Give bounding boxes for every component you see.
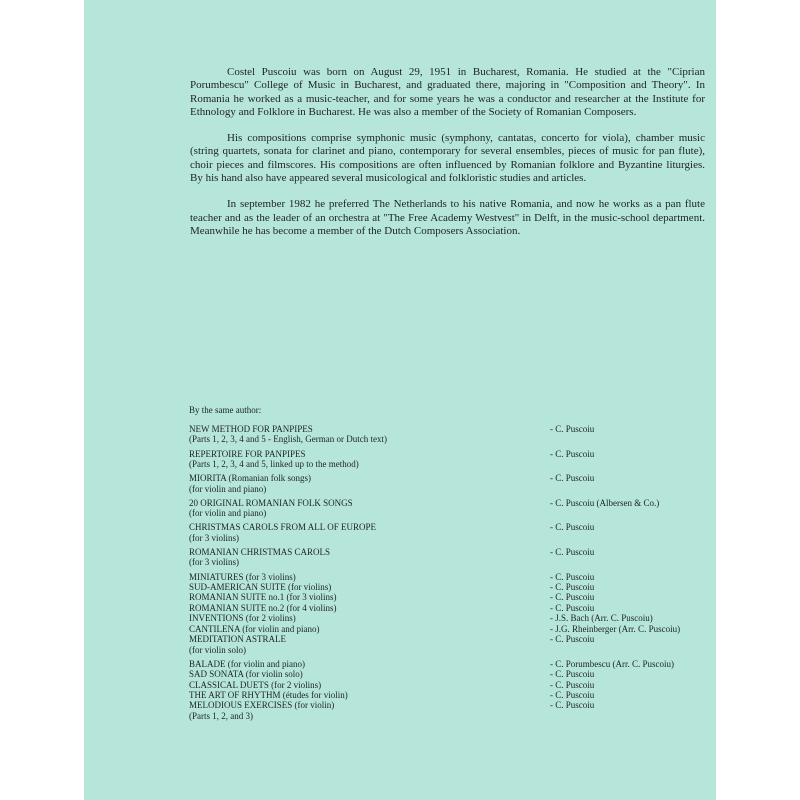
work-author: - C. Puscoiu bbox=[550, 522, 595, 533]
work-title: INVENTIONS (for 2 violins) bbox=[189, 613, 296, 624]
work-item bbox=[189, 522, 709, 543]
work-instrumentation: (for violin solo) bbox=[189, 644, 246, 655]
work-author: - C. Puscoiu bbox=[550, 634, 595, 645]
work-title: 20 ORIGINAL ROMANIAN FOLK SONGS bbox=[189, 497, 353, 508]
bio-paragraph-3: In september 1982 he preferred The Netherlands to his native Romania, and now he works as a pan flute teacher and as the leader of an orchestra at "The Free Academy Westvest" in Delft, in the music-school department. Meanwhile he has become a member of the Dutch Composers Association. bbox=[190, 198, 705, 237]
works-list bbox=[189, 424, 709, 725]
work-title: CANTILENA (for violin and piano) bbox=[189, 623, 320, 634]
work-title: MELODIOUS EXERCISES (for violin) bbox=[189, 700, 335, 711]
work-item bbox=[189, 592, 709, 602]
work-instrumentation: (Parts 1, 2, and 3) bbox=[189, 710, 253, 721]
work-item bbox=[189, 424, 709, 445]
work-title: MIORITA (Romanian folk songs) bbox=[189, 473, 312, 484]
work-title: MEDITATION ASTRALE bbox=[189, 634, 287, 645]
work-title: SAD SONATA (for violin solo) bbox=[189, 669, 303, 680]
work-author: - C. Puscoiu bbox=[550, 689, 595, 700]
work-item bbox=[189, 700, 709, 721]
works-intro: By the same author: bbox=[189, 405, 262, 415]
work-author: - C. Puscoiu (Albersen & Co.) bbox=[550, 497, 660, 508]
work-instrumentation: (for violin and piano) bbox=[189, 508, 267, 519]
work-author: - C. Puscoiu bbox=[550, 679, 595, 690]
document-page bbox=[84, 0, 716, 800]
work-item bbox=[189, 634, 709, 655]
work-title: MINIATURES (for 3 violins) bbox=[189, 571, 296, 582]
work-instrumentation: (Parts 1, 2, 3, 4 and 5 - English, German or Dutch text) bbox=[189, 434, 387, 445]
spacer bbox=[189, 721, 709, 725]
work-title: ROMANIAN CHRISTMAS CAROLS bbox=[189, 547, 331, 558]
work-author: - C. Puscoiu bbox=[550, 700, 595, 711]
work-title: ROMANIAN SUITE no.2 (for 4 violins) bbox=[189, 602, 337, 613]
bio-paragraph-2: His compositions comprise symphonic music (symphony, cantatas, concerto for viola), chamber music (string quartets, sonata for clarinet and piano, contemporary for several ensembles, pieces of music for pan flute), choir pieces and filmscores. His compositions are often influenced by Romanian folklore and Byzantine liturgies. By his hand also have appeared several musicological and folkloristic studies and articles. bbox=[190, 132, 705, 185]
work-title: REPERTOIRE FOR PANPIPES bbox=[189, 448, 306, 459]
work-author: - C. Puscoiu bbox=[550, 424, 595, 434]
work-author: - J.S. Bach (Arr. C. Puscoiu) bbox=[550, 613, 653, 624]
work-instrumentation: (Parts 1, 2, 3, 4 and 5, linked up to the method) bbox=[189, 459, 359, 470]
work-item bbox=[189, 582, 709, 592]
work-author: - C. Puscoiu bbox=[550, 448, 595, 459]
bio-paragraph-1: Costel Puscoiu was born on August 29, 1951 in Bucharest, Romania. He studied at the "Ciprian Porumbescu" College of Music in Bucharest, and graduated there, majoring in "Composition and Theory". In Romania he worked as a music-teacher, and for some years he was a conductor and researcher at the Institute for Ethnology and Folklore in Bucharest. He was also a member of the Society of Romanian Composers. bbox=[190, 66, 705, 118]
work-title: SUD-AMERICAN SUITE (for violins) bbox=[189, 582, 332, 593]
work-item bbox=[189, 659, 709, 669]
work-author: - C. Porumbescu (Arr. C. Puscoiu) bbox=[550, 658, 674, 669]
work-title: THE ART OF RHYTHM (études for violin) bbox=[189, 689, 348, 700]
work-item bbox=[189, 449, 709, 470]
work-item bbox=[189, 547, 709, 568]
work-author: - J.G. Rheinberger (Arr. C. Puscoiu) bbox=[550, 623, 681, 634]
work-author: - C. Puscoiu bbox=[550, 473, 595, 484]
work-title: CLASSICAL DUETS (for 2 violins) bbox=[189, 679, 322, 690]
work-title: CHRISTMAS CAROLS FROM ALL OF EUROPE bbox=[189, 522, 376, 533]
work-item bbox=[189, 603, 709, 613]
work-author: - C. Puscoiu bbox=[550, 547, 595, 558]
work-item bbox=[189, 669, 709, 679]
work-author: - C. Puscoiu bbox=[550, 571, 595, 582]
biography bbox=[190, 66, 705, 251]
work-instrumentation: (for violin and piano) bbox=[189, 483, 267, 494]
work-item bbox=[189, 624, 709, 634]
work-item bbox=[189, 473, 709, 494]
work-title: NEW METHOD FOR PANPIPES bbox=[189, 424, 313, 434]
work-author: - C. Puscoiu bbox=[550, 602, 595, 613]
work-item bbox=[189, 680, 709, 690]
work-item bbox=[189, 613, 709, 623]
work-instrumentation: (for 3 violins) bbox=[189, 557, 239, 568]
work-item bbox=[189, 690, 709, 700]
work-author: - C. Puscoiu bbox=[550, 592, 595, 603]
work-item bbox=[189, 572, 709, 582]
work-title: BALADE (for violin and piano) bbox=[189, 658, 305, 669]
work-author: - C. Puscoiu bbox=[550, 669, 595, 680]
work-author: - C. Puscoiu bbox=[550, 582, 595, 593]
work-item bbox=[189, 498, 709, 519]
work-instrumentation: (for 3 violins) bbox=[189, 532, 239, 543]
work-title: ROMANIAN SUITE no.1 (for 3 violins) bbox=[189, 592, 337, 603]
